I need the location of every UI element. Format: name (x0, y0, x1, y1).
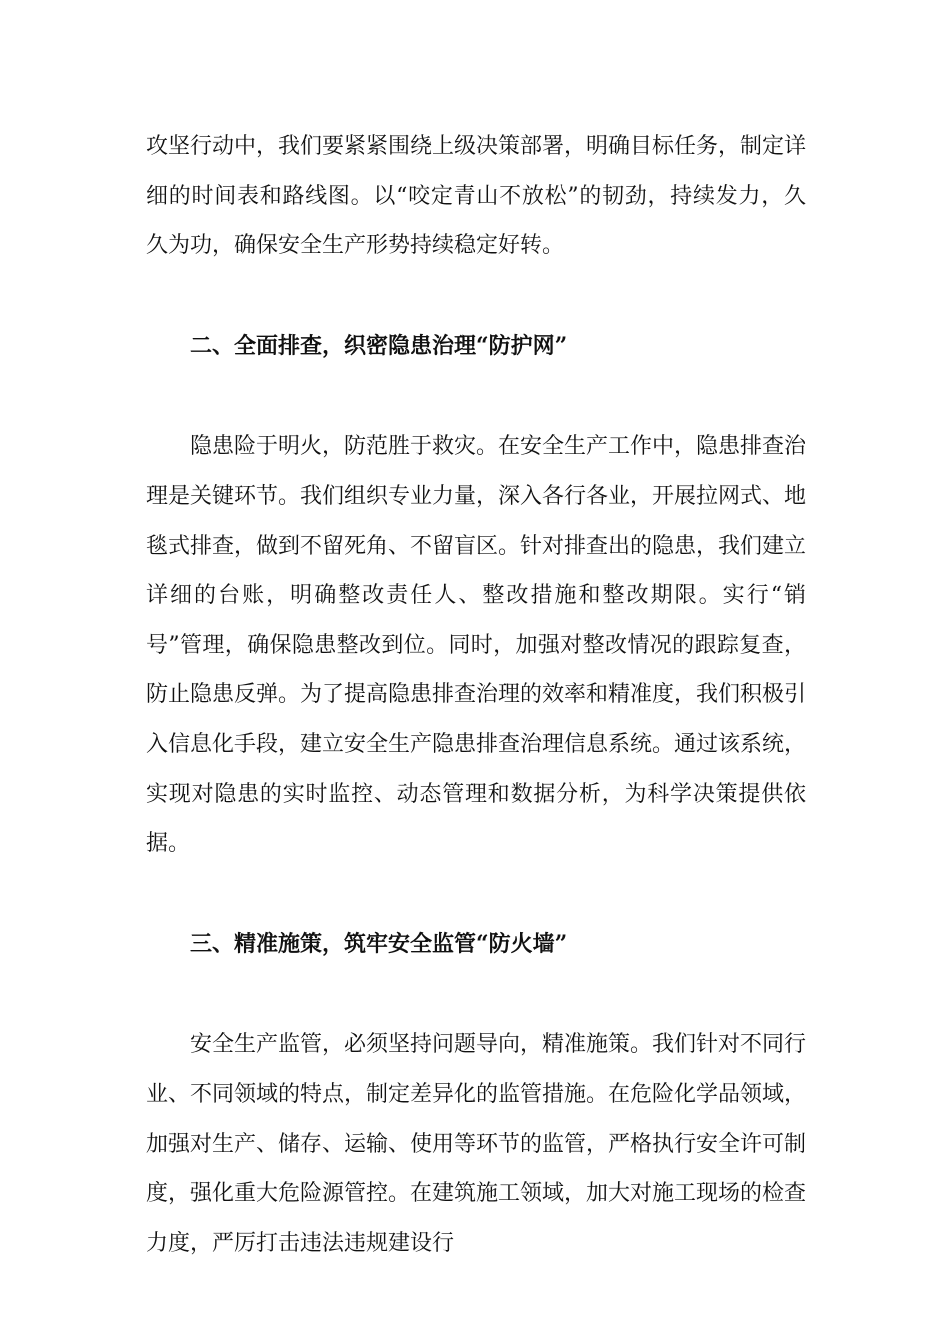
paragraph-section-2: 隐患险于明火，防范胜于救灾。在安全生产工作中，隐患排查治理是关键环节。我们组织专业力量，深入各行各业，开展拉网式、地毯式排查，做到不留死角、不留盲区。针对排查出的隐患，我们建立详细的台账，明确整改责任人、整改措施和整改期限。实行“销号”管理，确保隐患整改到位。同时，加强对整改情况的跟踪复查，防止隐患反弹。为了提高隐患排查治理的效率和精准度，我们积极引入信息化手段，建立安全生产隐患排查治理信息系统。通过该系统，实现对隐患的实时监控、动态管理和数据分析，为科学决策提供依据。 (146, 434, 807, 857)
spacer (146, 371, 806, 422)
section-heading-2: 二、全面排查，织密隐患治理“防护网” (190, 332, 568, 359)
paragraph-intro: 攻坚行动中，我们要紧紧围绕上级决策部署，明确目标任务，制定详细的时间表和路线图。以“咬定青山不放松”的韧劲，持续发力，久久为功，确保安全生产形势持续稳定好转。 (146, 134, 807, 259)
spacer (146, 869, 806, 920)
document-page (146, 122, 806, 1268)
paragraph-section-3: 安全生产监管，必须坚持问题导向，精准施策。我们针对不同行业、不同领域的特点，制定差异化的监管措施。在危险化学品领域，加强对生产、储存、运输、使用等环节的监管，严格执行安全许可制度，强化重大危险源管控。在建筑施工领域，加大对施工现场的检查力度，严厉打击违法违规建设行 (146, 1032, 807, 1256)
section-heading-3: 三、精准施策，筑牢安全监管“防火墙” (190, 930, 568, 957)
spacer (146, 271, 806, 322)
spacer (146, 969, 806, 1020)
